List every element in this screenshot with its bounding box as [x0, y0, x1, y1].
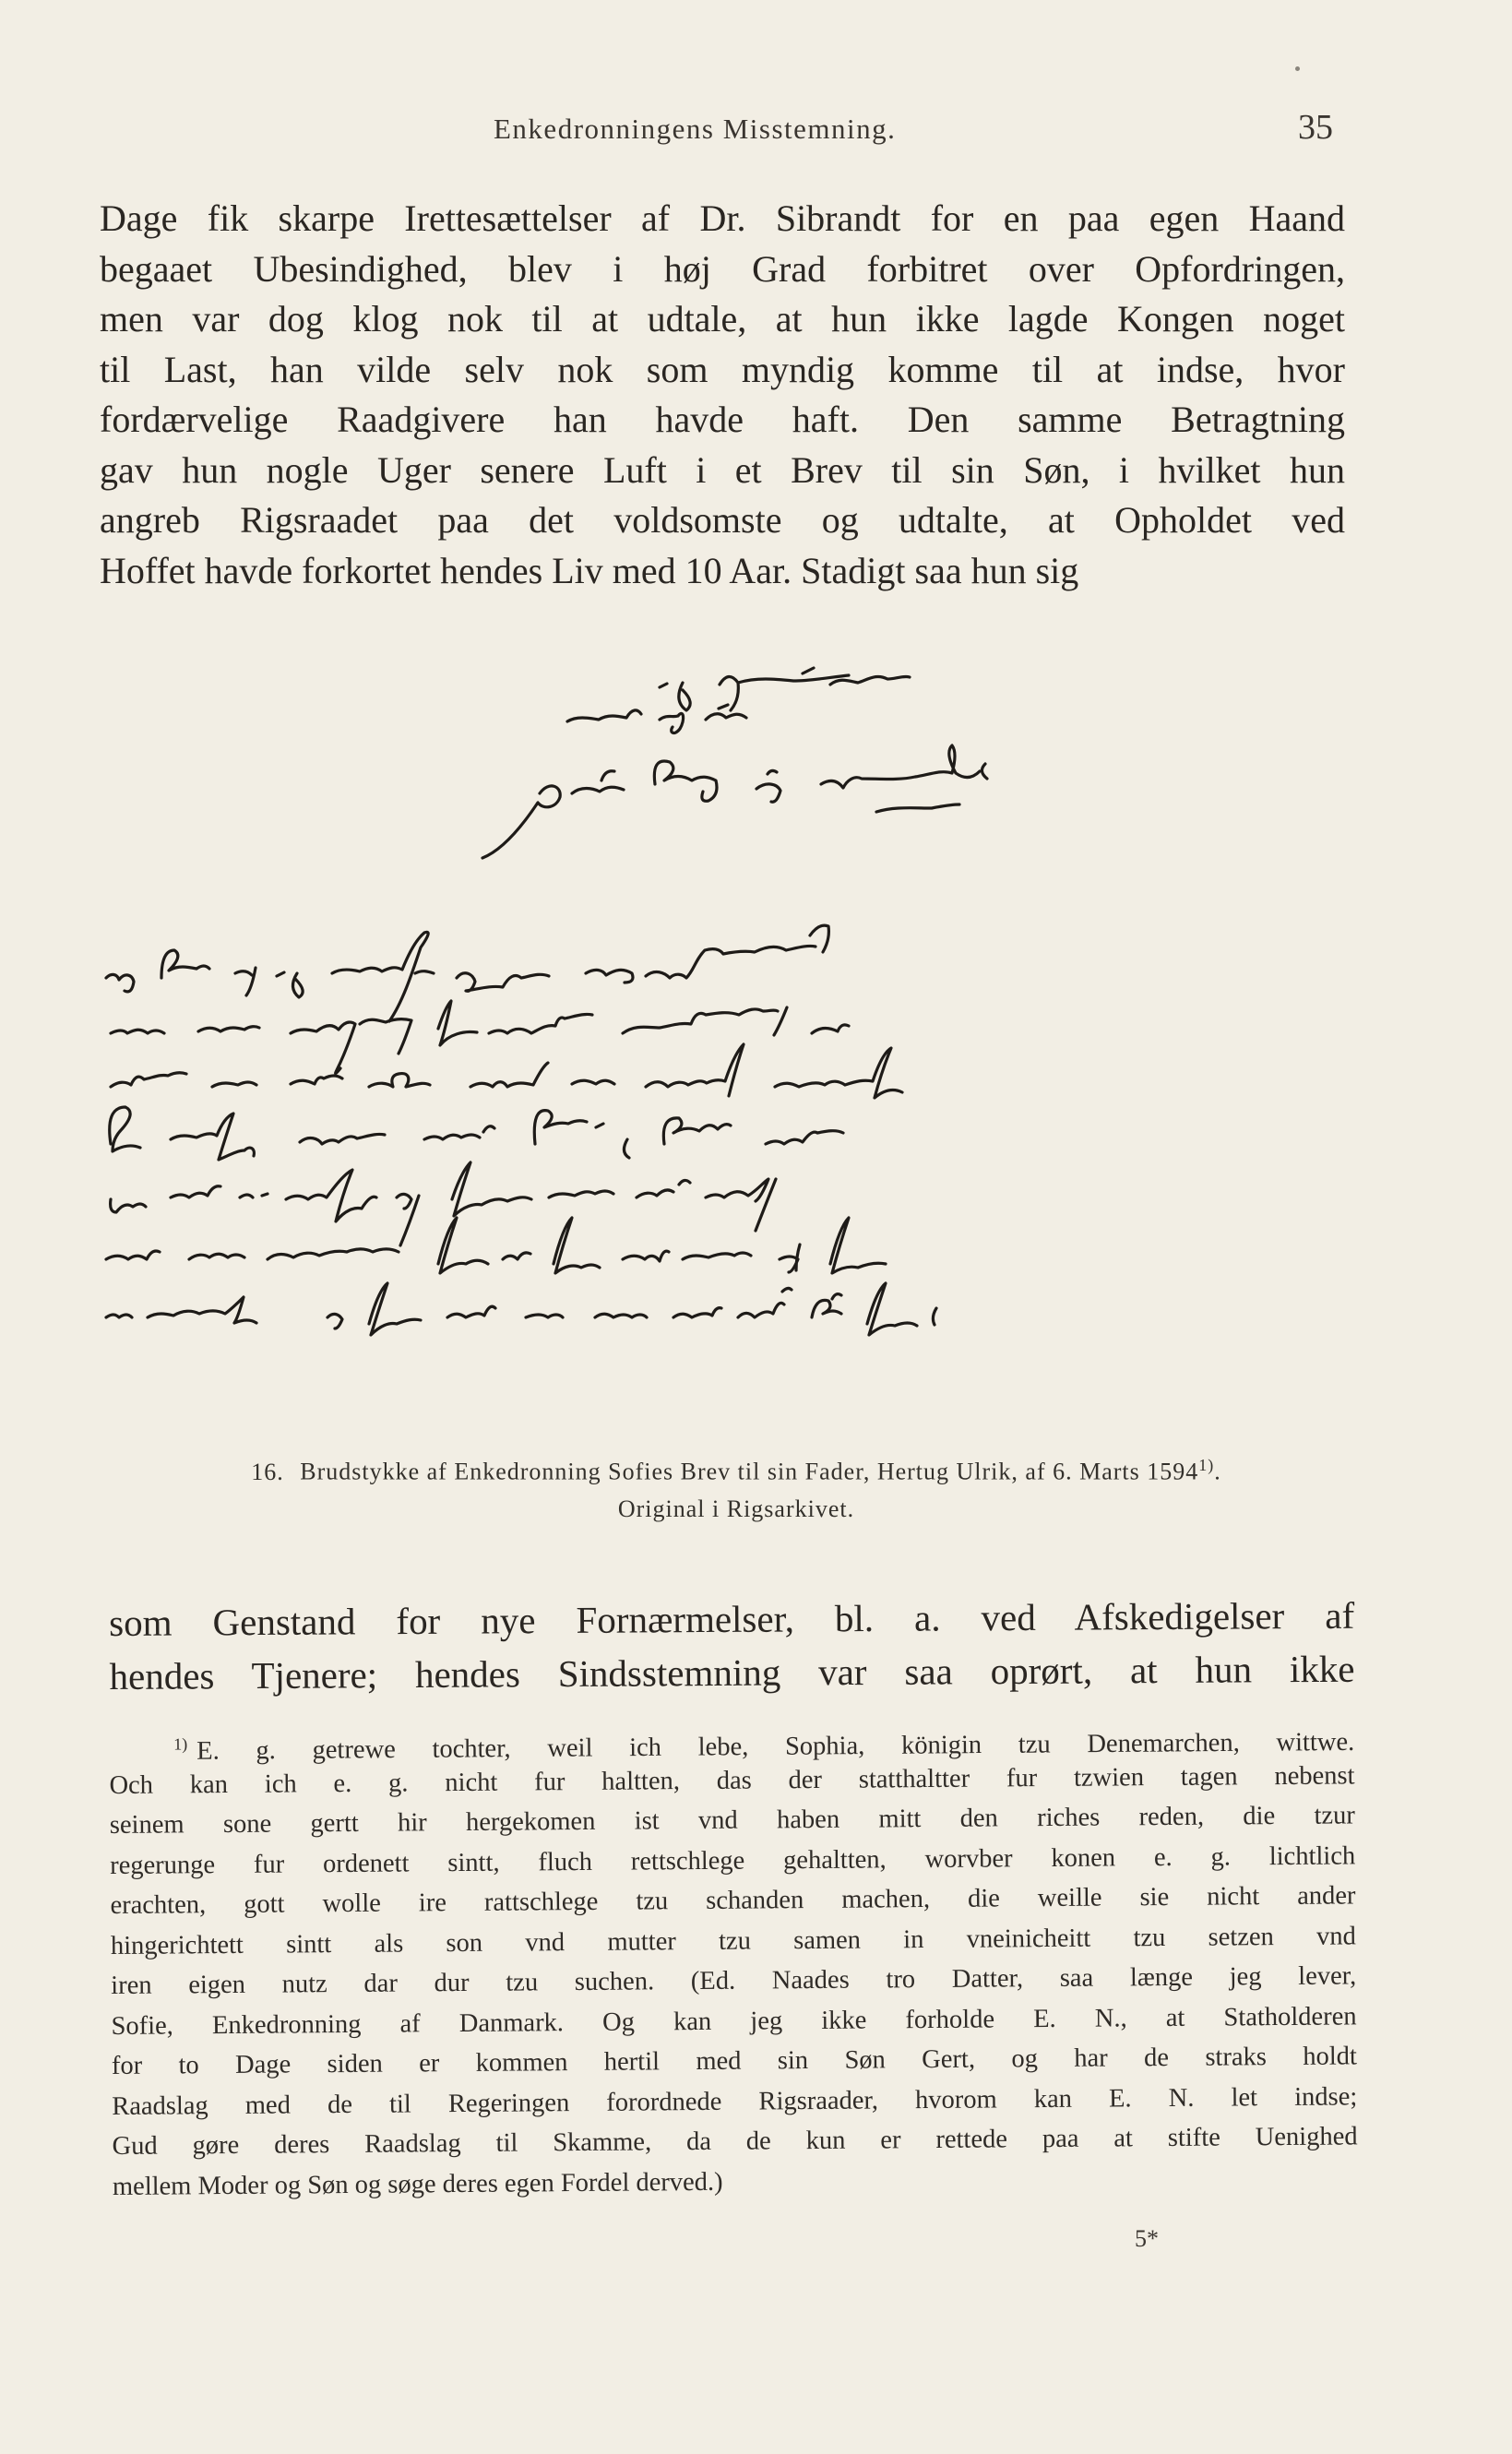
text-line: til Last, han vilde selv nok som myndig komme til at indse, hvor	[100, 348, 1345, 390]
running-title: Enkedronningens Misstemning.	[494, 113, 897, 145]
text-line: begaaet Ubesindighed, blev i høj Grad forbitret over Opfordringen,	[100, 247, 1345, 290]
text-line: Dage fik skarpe Irettesættelser af Dr. Sibrandt for en paa egen Haand	[100, 197, 1345, 239]
handwriting-drawing	[92, 646, 1384, 1458]
text-line: hendes Tjenere; hendes Sindsstemning var saa oprørt, at hun ikke	[109, 1647, 1355, 1698]
running-head	[0, 103, 1512, 149]
figure-number: 16.	[251, 1458, 284, 1485]
footnote-line: Gud gøre deres Raadslag til Skamme, da de kun er rettede paa at stifte Uenighed	[112, 2122, 1358, 2161]
footnote-ref[interactable]: 1)	[1198, 1456, 1215, 1474]
caption-text: Brudstykke af Enkedronning Sofies Brev til sin Fader, Hertug Ulrik, af 6. Marts 1594	[300, 1458, 1199, 1485]
footnote-text: E. g. getrewe tochter, weil ich lebe, Sophia, königin tzu Denemarchen, wittwe.	[196, 1727, 1355, 1766]
footnote-line: regerunge fur ordenett sintt, fluch rettschlege gehaltten, worvber konen e. g. lichtlich	[110, 1840, 1356, 1880]
figure-caption	[109, 1447, 1363, 1528]
footnote-line: hingerichtett sintt als son vnd mutter tzu samen in vneinicheitt tzu setzen vnd	[110, 1921, 1356, 1960]
text-line: men var dog klog nok til at udtale, at hun ikke lagde Kongen noget	[100, 298, 1345, 340]
paragraph-1	[100, 194, 1345, 596]
page-number: 35	[1298, 108, 1333, 147]
caption-line-2: Original i Rigsarkivet.	[617, 1495, 855, 1522]
footnote-line: seinem sone gertt hir hergekomen ist vnd haben mitt den riches reden, die tzur	[109, 1801, 1355, 1840]
text-line: angreb Rigsraadet paa det voldsomste og udtalte, at Opholdet ved	[100, 499, 1345, 541]
text-line: fordærvelige Raadgivere han havde haft. Den samme Betragtning	[100, 399, 1345, 440]
handwritten-letter-facsimile	[92, 646, 1384, 1458]
footnote-marker: 1)	[173, 1734, 188, 1754]
footnote	[109, 1715, 1358, 2207]
footnote-line: for to Dage siden er kommen hertil med sin Søn Gert, og har de straks holdt	[111, 2042, 1357, 2080]
footnote-line: erachten, gott wolle ire rattschlege tzu schanden machen, die weille sie nicht ander	[110, 1881, 1356, 1920]
paper-speck	[1295, 66, 1300, 71]
footnote-line: Och kan ich e. g. nicht fur haltten, das der statthaltter fur tzwien tagen nebenst	[109, 1760, 1355, 1800]
footnote-line: iren eigen nutz dar dur tzu suchen. (Ed. Naades tro Datter, saa længe jeg lever,	[111, 1961, 1357, 2000]
footnote-line: Sofie, Enkedronning af Danmark. Og kan jeg ikke forholde E. N., at Statholderen	[111, 2001, 1357, 2041]
text-line: gav hun nogle Uger senere Luft i et Brev til sin Søn, i hvilket hun	[100, 448, 1345, 491]
footnote-line: mellem Moder og Søn og søge deres egen Fordel derved.)	[112, 2167, 723, 2201]
caption-period: .	[1214, 1458, 1221, 1485]
caption-line-1	[109, 1447, 1363, 1491]
text-line: Hoffet havde forkortet hendes Liv med 10 Aar. Stadigt saa hun sig	[100, 549, 1079, 591]
signature-mark: 5*	[1135, 2225, 1159, 2252]
paragraph-2	[109, 1589, 1355, 1703]
text-line: som Genstand for nye Fornærmelser, bl. a. ved Afskedigelser af	[109, 1593, 1355, 1644]
footnote-line: Raadslag med de til Regeringen forordnede Rigsraader, hvorom kan E. N. let indse;	[112, 2081, 1358, 2121]
